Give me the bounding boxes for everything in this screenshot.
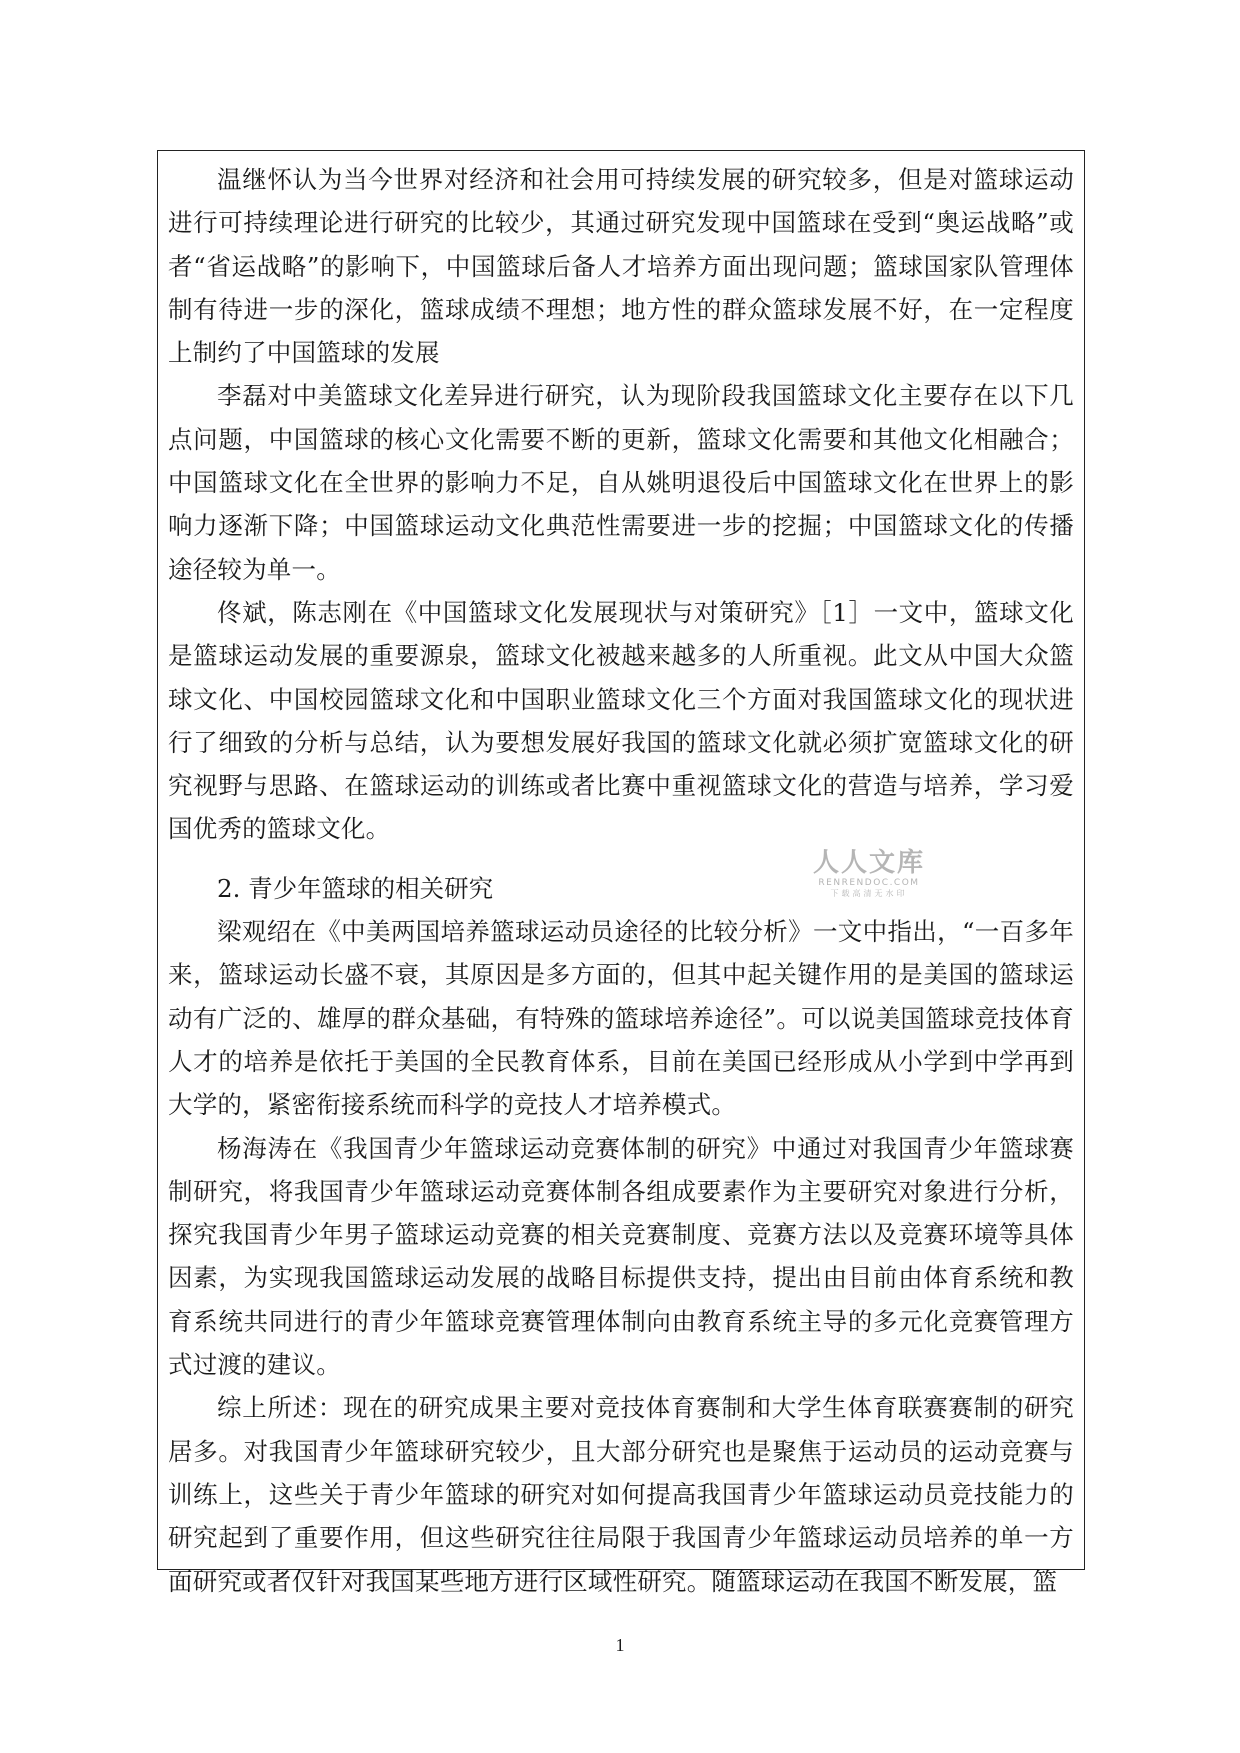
watermark-title: 人人文库 bbox=[812, 848, 925, 878]
watermark-domain: RENRENDOC.COM bbox=[818, 878, 920, 888]
paragraph: 梁观绍在《中美两国培养篮球运动员途径的比较分析》一文中指出，“一百多年来，篮球运动长盛不衰，其原因是多方面的，但其中起关键作用的是美国的篮球运动有广泛的、雄厚的群众基础，有特殊的篮球培养途径”。可以说美国篮球竞技体育人才的培养是依托于美国的全民教育体系，目前在美国已经形成从小学到中学再到大学的，紧密衔接系统而科学的竞技人才培养模式。 bbox=[168, 917, 1074, 1120]
watermark-logo bbox=[808, 848, 930, 899]
document-body bbox=[168, 158, 1074, 1603]
paragraph: 温继怀认为当今世界对经济和社会用可持续发展的研究较多，但是对篮球运动进行可持续理论进行研究的比较少，其通过研究发现中国篮球在受到“奥运战略”或者“省运战略”的影响下，中国篮球后备人才培养方面出现问题；篮球国家队管理体制有待进一步的深化，篮球成绩不理想；地方性的群众篮球发展不好，在一定程度上制约了中国篮球的发展 bbox=[168, 165, 1074, 368]
watermark-subtitle: 下载高清无水印 bbox=[830, 889, 908, 898]
paragraph: 李磊对中美篮球文化差异进行研究，认为现阶段我国篮球文化主要存在以下几点问题，中国篮球的核心文化需要不断的更新，篮球文化需要和其他文化相融合；中国篮球文化在全世界的影响力不足，自从姚明退役后中国篮球文化在世界上的影响力逐渐下降；中国篮球运动文化典范性需要进一步的挖掘；中国篮球文化的传播途径较为单一。 bbox=[168, 381, 1074, 584]
page-number: 1 bbox=[615, 1635, 625, 1655]
paragraph: 佟斌，陈志刚在《中国篮球文化发展现状与对策研究》［1］一文中，篮球文化是篮球运动发展的重要源泉，篮球文化被越来越多的人所重视。此文从中国大众篮球文化、中国校园篮球文化和中国职业篮球文化三个方面对我国篮球文化的现状进行了细致的分析与总结，认为要想发展好我国的篮球文化就必须扩宽篮球文化的研究视野与思路、在篮球运动的训练或者比赛中重视篮球文化的营造与培养，学习爱国优秀的篮球文化。 bbox=[168, 597, 1074, 844]
section-heading: 2. 青少年篮球的相关研究 bbox=[217, 873, 494, 903]
paragraph: 杨海涛在《我国青少年篮球运动竞赛体制的研究》中通过对我国青少年篮球赛制研究，将我国青少年篮球运动竞赛体制各组成要素作为主要研究对象进行分析，探究我国青少年男子篮球运动竞赛的相关竞赛制度、竞赛方法以及竞赛环境等具体因素，为实现我国篮球运动发展的战略目标提供支持，提出由目前由体育系统和教育系统共同进行的青少年篮球竞赛管理体制向由教育系统主导的多元化竞赛管理方式过渡的建议。 bbox=[168, 1133, 1074, 1380]
paragraph: 综上所述：现在的研究成果主要对竞技体育赛制和大学生体育联赛赛制的研究居多。对我国青少年篮球研究较少，且大部分研究也是聚焦于运动员的运动竞赛与训练上，这些关于青少年篮球的研究对如何提高我国青少年篮球运动员竞技能力的研究起到了重要作用，但这些研究往往局限于我国青少年篮球运动员培养的单一方面研究或者仅针对我国某些地方进行区域性研究。随篮球运动在我国不断发展，篮 bbox=[168, 1393, 1074, 1596]
